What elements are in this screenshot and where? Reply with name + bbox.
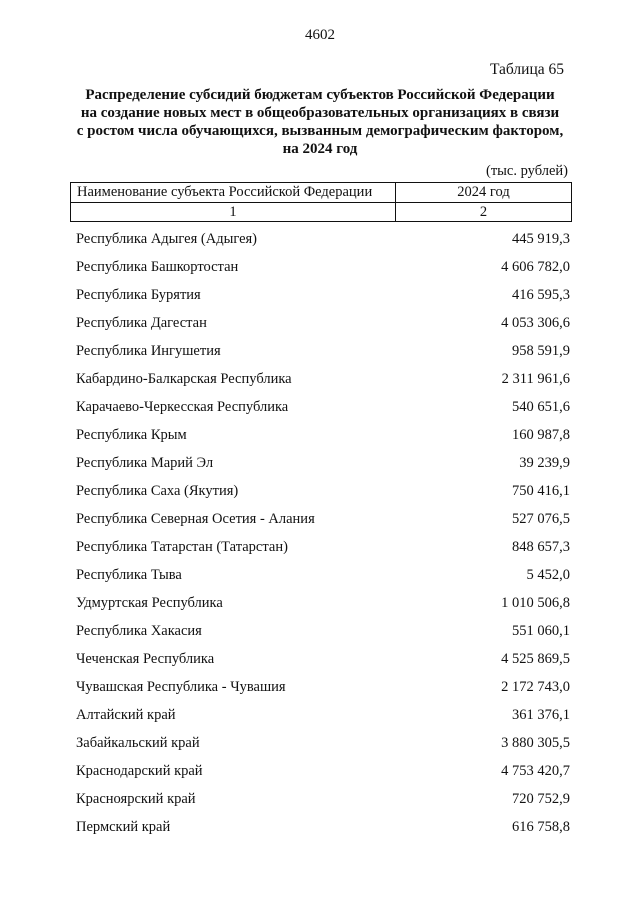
table-row [76,365,570,393]
title-line: с ростом числа обучающихся, вызванным демографическим фактором, [76,123,564,139]
title-line: на 2024 год [282,141,358,157]
subsidy-value: 3 880 305,5 [501,734,570,751]
subsidy-value: 527 076,5 [512,510,570,527]
table-row [76,477,570,505]
region-name: Пермский край [76,818,171,835]
region-name: Республика Северная Осетия - Алания [76,510,315,527]
subsidy-value: 4 525 869,5 [501,650,570,667]
table-row [76,701,570,729]
subsidy-value: 958 591,9 [512,342,570,359]
column-number-1: 1 [71,203,396,222]
region-name: Алтайский край [76,706,176,723]
subsidy-value: 2 311 961,6 [501,370,570,387]
region-name: Республика Адыгея (Адыгея) [76,230,258,247]
table-row [76,225,570,253]
subsidy-value: 39 239,9 [519,454,570,471]
title-line: Распределение субсидий бюджетам субъектов Российской Федерации [85,87,555,103]
region-name: Забайкальский край [76,734,200,751]
table-row [76,785,570,813]
units-note: (тыс. рублей) [486,163,568,179]
header-region-name: Наименование субъекта Российской Федерации [71,183,396,203]
table-row [76,757,570,785]
table-row [76,421,570,449]
column-number-2: 2 [396,203,572,222]
subsidy-value: 416 595,3 [512,286,570,303]
subsidy-value: 551 060,1 [512,622,570,639]
table-row [76,393,570,421]
subsidy-value: 616 758,8 [512,818,570,835]
region-name: Республика Бурятия [76,286,201,303]
title-line: на создание новых мест в общеобразовательных организациях в связи [80,105,560,121]
table-row [76,561,570,589]
document-title [60,86,580,158]
table-row [76,449,570,477]
subsidy-value: 4 053 306,6 [501,314,570,331]
table-row [76,337,570,365]
region-name: Краснодарский край [76,762,203,779]
subsidy-value: 445 919,3 [512,230,570,247]
table-row [76,729,570,757]
subsidy-value: 1 010 506,8 [501,594,570,611]
region-name: Республика Марий Эл [76,454,214,471]
subsidy-value: 2 172 743,0 [501,678,570,695]
header-row [71,183,572,203]
table-label: Таблица 65 [489,61,564,78]
table-header [70,182,572,222]
table-row [76,281,570,309]
subsidy-value: 540 651,6 [512,398,570,415]
subsidy-value: 750 416,1 [512,482,570,499]
subsidy-value: 5 452,0 [526,566,570,583]
table-row [76,533,570,561]
region-name: Республика Тыва [76,566,182,583]
table-row [76,309,570,337]
region-name: Республика Дагестан [76,314,207,331]
column-number-row [71,203,572,222]
subsidy-value: 361 376,1 [512,706,570,723]
region-name: Республика Хакасия [76,622,202,639]
table-row [76,645,570,673]
region-name: Республика Ингушетия [76,342,221,359]
table-body [76,225,570,841]
region-name: Республика Татарстан (Татарстан) [76,538,288,555]
region-name: Республика Башкортостан [76,258,239,275]
region-name: Карачаево-Черкесская Республика [76,398,289,415]
table-row [76,253,570,281]
table-row [76,673,570,701]
table-row [76,813,570,841]
subsidy-value: 848 657,3 [512,538,570,555]
table-row [76,589,570,617]
region-name: Республика Крым [76,426,187,443]
subsidy-value: 4 753 420,7 [501,762,570,779]
header-year: 2024 год [396,183,572,203]
subsidy-value: 4 606 782,0 [501,258,570,275]
region-name: Удмуртская Республика [76,594,223,611]
table-row [76,505,570,533]
region-name: Красноярский край [76,790,196,807]
region-name: Чувашская Республика - Чувашия [76,678,286,695]
table-row [76,617,570,645]
subsidy-value: 720 752,9 [512,790,570,807]
region-name: Кабардино-Балкарская Республика [76,370,292,387]
region-name: Республика Саха (Якутия) [76,482,239,499]
page-number: 4602 [305,27,335,43]
region-name: Чеченская Республика [76,650,215,667]
subsidy-value: 160 987,8 [512,426,570,443]
